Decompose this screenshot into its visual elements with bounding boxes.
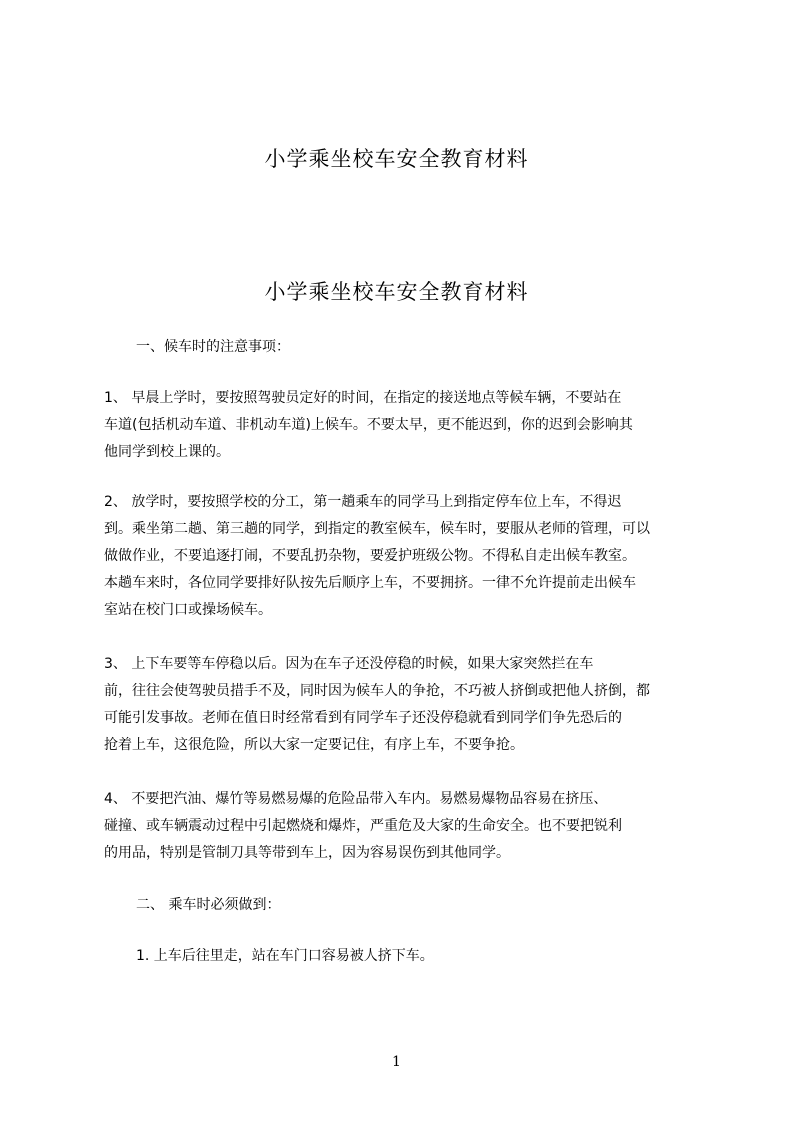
paragraph-4	[104, 786, 708, 867]
paragraph-line: 前，往往会使驾驶员措手不及，同时因为候车人的争抢，不巧被人挤倒或把他人挤倒，都	[104, 683, 650, 699]
document-title-main: 小学乘坐校车安全教育材料	[264, 280, 529, 304]
paragraph-line: 做做作业，不要追逐打闹，不要乱扔杂物，要爱护班级公物。不得私自走出候车教室。	[104, 548, 636, 564]
document-title-top: 小学乘坐校车安全教育材料	[264, 147, 529, 171]
paragraph-line: 3、 上下车要等车停稳以后。因为在车子还没停稳的时候，如果大家突然拦在车	[104, 656, 594, 672]
page-number: 1	[392, 1054, 401, 1070]
paragraph-line: 本趟车来时，各位同学要排好队按先后顺序上车，不要拥挤。一律不允许提前走出候车	[104, 575, 636, 591]
paragraph-line: 室站在校门口或操场候车。	[104, 602, 272, 618]
paragraph-line: 碰撞、或车辆震动过程中引起燃烧和爆炸，严重危及大家的生命安全。也不要把锐利	[104, 818, 622, 834]
section-heading-waiting: 一、候车时的注意事项：	[136, 339, 290, 355]
section-heading-riding: 二、 乘车时必须做到：	[136, 897, 281, 913]
paragraph-line: 车道(包括机动车道、非机动车道)上候车。不要太早，更不能迟到，你的迟到会影响其	[104, 417, 633, 433]
list-item: 1. 上车后往里走，站在车门口容易被人挤下车。	[136, 948, 434, 964]
paragraph-line: 抢着上车，这很危险，所以大家一定要记住，有序上车，不要争抢。	[104, 737, 524, 753]
paragraph-line: 的用品，特别是管制刀具等带到车上，因为容易误伤到其他同学。	[104, 845, 510, 861]
paragraph-3	[104, 651, 708, 759]
paragraph-line: 可能引发事故。老师在值日时经常看到有同学车子还没停稳就看到同学们争先恐后的	[104, 710, 622, 726]
paragraph-1	[104, 385, 708, 466]
paragraph-line: 到。乘坐第二趟、第三趟的同学，到指定的教室候车，候车时，要服从老师的管理，可以	[104, 521, 650, 537]
paragraph-line: 1、 早晨上学时，要按照驾驶员定好的时间，在指定的接送地点等候车辆，不要站在	[104, 390, 622, 406]
paragraph-line: 4、 不要把汽油、爆竹等易燃易爆的危险品带入车内。易燃易爆物品容易在挤压、	[104, 791, 608, 807]
paragraph-line: 2、 放学时，要按照学校的分工，第一趟乘车的同学马上到指定停车位上车，不得迟	[104, 494, 622, 510]
paragraph-line: 他同学到校上课的。	[104, 444, 230, 460]
paragraph-2	[104, 489, 708, 624]
